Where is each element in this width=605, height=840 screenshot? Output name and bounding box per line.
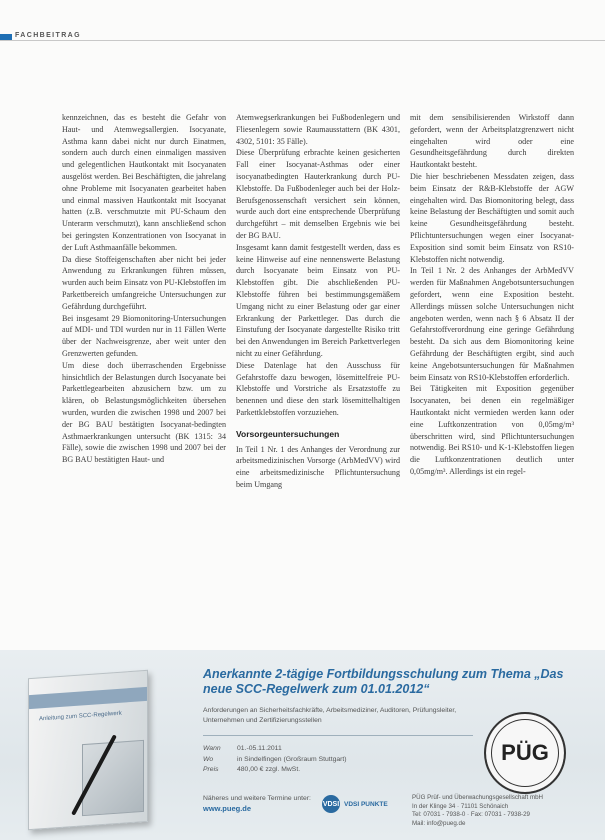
ad-more-info — [203, 794, 311, 814]
vdsi-logo — [322, 795, 388, 813]
company-address — [412, 794, 597, 828]
paragraph: Insgesamt kann damit festgestellt werden, dass es keine Hinweise auf eine nennenswerte Belastung durch Isocyanate beim Einsatz von PU-Klebstoffen gibt. Die abschließenden PU-Klebstoffe führen bei bestimmungsgemäßem Umgang nicht zu einer Belastung oder gar einer Erkrankung der Parkettleger. Das durch die Einstufung der Isocyanate dargestellte Risiko tritt bei den Anwendungen im Bereich Parkettverlegen nicht zu einer Gefährdung. — [236, 242, 400, 358]
paragraph: kennzeichnen, das es besteht die Gefahr von Haut- und Atemwegsallergien. Isocyanate, Asthma kann dabei nicht nur durch Einatmen, sondern auch durch einen einmaligen massiven und gelegentlichen Hautkontakt mit Isocyanaten ausgelöst werden. Bei Beschäftigten, die jahrelang ohne Probleme mit Isocyanaten gearbeitet haben und einmal massiven Hautkontakt mit Isocyanat hatten (z.B. verschmutzte mit PU-Schaum den Unterarm verschmutzt), kann anschließend schon bei geringsten Konzentrationen von Isocyanat in der Luft Asthmaanfälle bekommen. — [62, 113, 226, 252]
header-rule — [0, 40, 605, 41]
vdsi-label: VDSI PUNKTE — [344, 800, 388, 808]
detail-key: Preis — [203, 766, 219, 773]
advertisement — [0, 650, 605, 840]
paragraph: In Teil 1 Nr. 1 des Anhanges der Verordnung zur arbeitsmedizinischen Vorsorge (ArbMedVV) wird eine arbeitsmedizinische Pflichtuntersuchung beim Umgang — [236, 444, 400, 489]
paragraph: Da diese Stoffeigenschaften aber nicht bei jeder Anwendung zu Erkrankungen führen müssen, wurden auch beim Einsatz von PU-Klebstoffen im Parkettbereich umfangreiche Untersuchungen zur Gefährdung durchgeführt. — [62, 254, 226, 311]
article-column-1 — [62, 112, 226, 617]
company-street: In der Klinge 34 · 71101 Schönaich — [412, 802, 509, 810]
ad-title: Anerkannte 2-tägige Fortbildungsschulung zum Thema „Das neue SCC-Regelwerk zum 01.01.2012“ — [203, 667, 564, 696]
article-body — [62, 112, 574, 617]
article-column-2 — [236, 112, 400, 617]
paragraph: Bei Tätigkeiten mit Exposition gegenüber Isocyanaten, bei denen ein regelmäßiger Hautkontakt nicht vermieden werden kann oder eine Luftkonzentration von 0,05mg/m³ überschritten wird, sind Pflichtuntersuchungen notwendig. Bei RS10- und K-1-Klebstoffen liegen die Luftkonzentrationen deutlich unter 0,05mg/m³. Allerdings ist ein regel- — [410, 384, 574, 476]
book-band — [29, 687, 147, 709]
vdsi-icon: VDSI — [322, 795, 340, 813]
section-label: FACHBEITRAG — [15, 32, 81, 39]
paragraph: In Teil 1 Nr. 2 des Anhanges der ArbMedVV werden für Maßnahmen Angebotsuntersuchungen gefordert, wenn eine Exposition besteht. Allerdings müssen solche Untersuchungen nicht angeboten werden, wenn nach § 6 Absatz II der Gefahrstoffverordnung eine geringe Gefährdung besteht. Da sich aus dem Biomonitoring keine Gefährdung der Beschäftigten ergibt, sind auch keine Angebotsuntersuchungen für Maßnahmen beim Einsatz von RS10-Klebstoffen erforderlich. — [410, 266, 574, 382]
detail-value: in Sindelfingen (Großraum Stuttgart) — [237, 755, 347, 763]
paragraph: Um diese doch überraschenden Ergebnisse hinsichtlich der Belastungen durch Isocyanate bei Parkettlegearbeiten abzusichern bzw. um zu klären, ob Belastungsmöglichkeiten übersehen wurden, wurden die zwischen 1998 und 2007 bei der BG BAU bestätigten Isocyanat-bedingten Asthmaerkrankungen untersucht (BK 1315: 34 Fälle), sowie die zwischen 1998 und 2007 bei der BG BAU bestätigten Haut- und — [62, 360, 226, 465]
article-column-3 — [410, 112, 574, 617]
ad-divider — [203, 735, 473, 736]
book-title: Anleitung zum SCC-Regelwerk — [39, 710, 122, 723]
company-name: PÜG Prüf- und Überwachungsgesellschaft mbH — [412, 794, 544, 801]
more-label: Näheres und weitere Termine unter: — [203, 795, 311, 802]
paragraph: Bei insgesamt 29 Biomonitoring-Untersuchungen auf MDI- und TDI wurden nur in 11 Fällen Werte über der Nachweisgrenze, aber weit unter den Grenzwerten gefunden. — [62, 313, 226, 358]
paragraph: Diese Überprüfung erbrachte keinen gesicherten Fall einer Isocyanat-Asthmas oder einer isocyanatbedingten Hauterkrankung durch PU-Klebstoffe. Da Fußbodenleger auch bei der Holz-Berufsgenossenschaft versichert sein können, wurde auch dort eine entsprechende Überprüfung durchgeführt – mit demselben Ergebnis wie bei der BG BAU. — [236, 148, 400, 240]
paragraph: Die hier beschriebenen Messdaten zeigen, dass beim Einsatz der R&B-Klebstoffe der AGW eingehalten wird. Das Biomonitoring belegt, dass keine Belastung der Beschäftigten und somit auch keine Gesundheitsgefährdung besteht. Pflichtuntersuchungen wegen einer Isocyanat-Exposition sind somit beim Einsatz von RS10-Klebstoffen nicht notwendig. — [410, 171, 574, 264]
paragraph: Atemwegserkrankungen bei Fußbodenlegern und Fliesenlegern sowie Raumausstattern (BK 4301, 4302, 5101: 35 Fälle). — [236, 113, 400, 146]
detail-row-where — [203, 755, 483, 766]
paragraph: Diese Datenlage hat den Ausschuss für Gefahrstoffe dazu bewogen, lösemittelfreie PU-Klebstoffe und Vorstriche als Ersatzstoffe zu benennen und diese den stark lösemittelhaltigen Parkettklebstoffen vorzuziehen. — [236, 360, 400, 417]
paragraph: mit dem sensibilisierenden Wirkstoff dann gefordert, wenn der Arbeitsplatzgrenzwert nicht eingehalten wird oder eine Gesundheitsgefährdung durch direkten Hautkontakt besteht. — [410, 113, 574, 170]
website-link[interactable]: www.pueg.de — [203, 804, 252, 813]
section-heading: Vorsorgeuntersuchungen — [236, 428, 340, 439]
company-email[interactable]: Mail: info@pueg.de — [412, 819, 466, 827]
detail-value: 480,00 € zzgl. MwSt. — [237, 766, 301, 773]
detail-value: 01.-05.11.2011 — [237, 745, 282, 752]
badge-text: PÜG — [501, 740, 549, 765]
ad-details — [203, 744, 483, 776]
ad-target-audience: Anforderungen an Sicherheitsfachkräfte, Arbeitsmediziner, Auditoren, Prüfungsleiter, Unternehmen und Zertifizierungsstellen — [203, 707, 457, 724]
detail-row-when — [203, 744, 483, 755]
company-phone: Tel: 07031 - 7938-0 · Fax: 07031 - 7938-29 — [412, 811, 530, 818]
detail-key: Wo — [203, 755, 214, 763]
detail-row-price — [203, 765, 483, 776]
detail-key: Wann — [203, 745, 221, 752]
pueg-seal-logo — [484, 712, 566, 794]
